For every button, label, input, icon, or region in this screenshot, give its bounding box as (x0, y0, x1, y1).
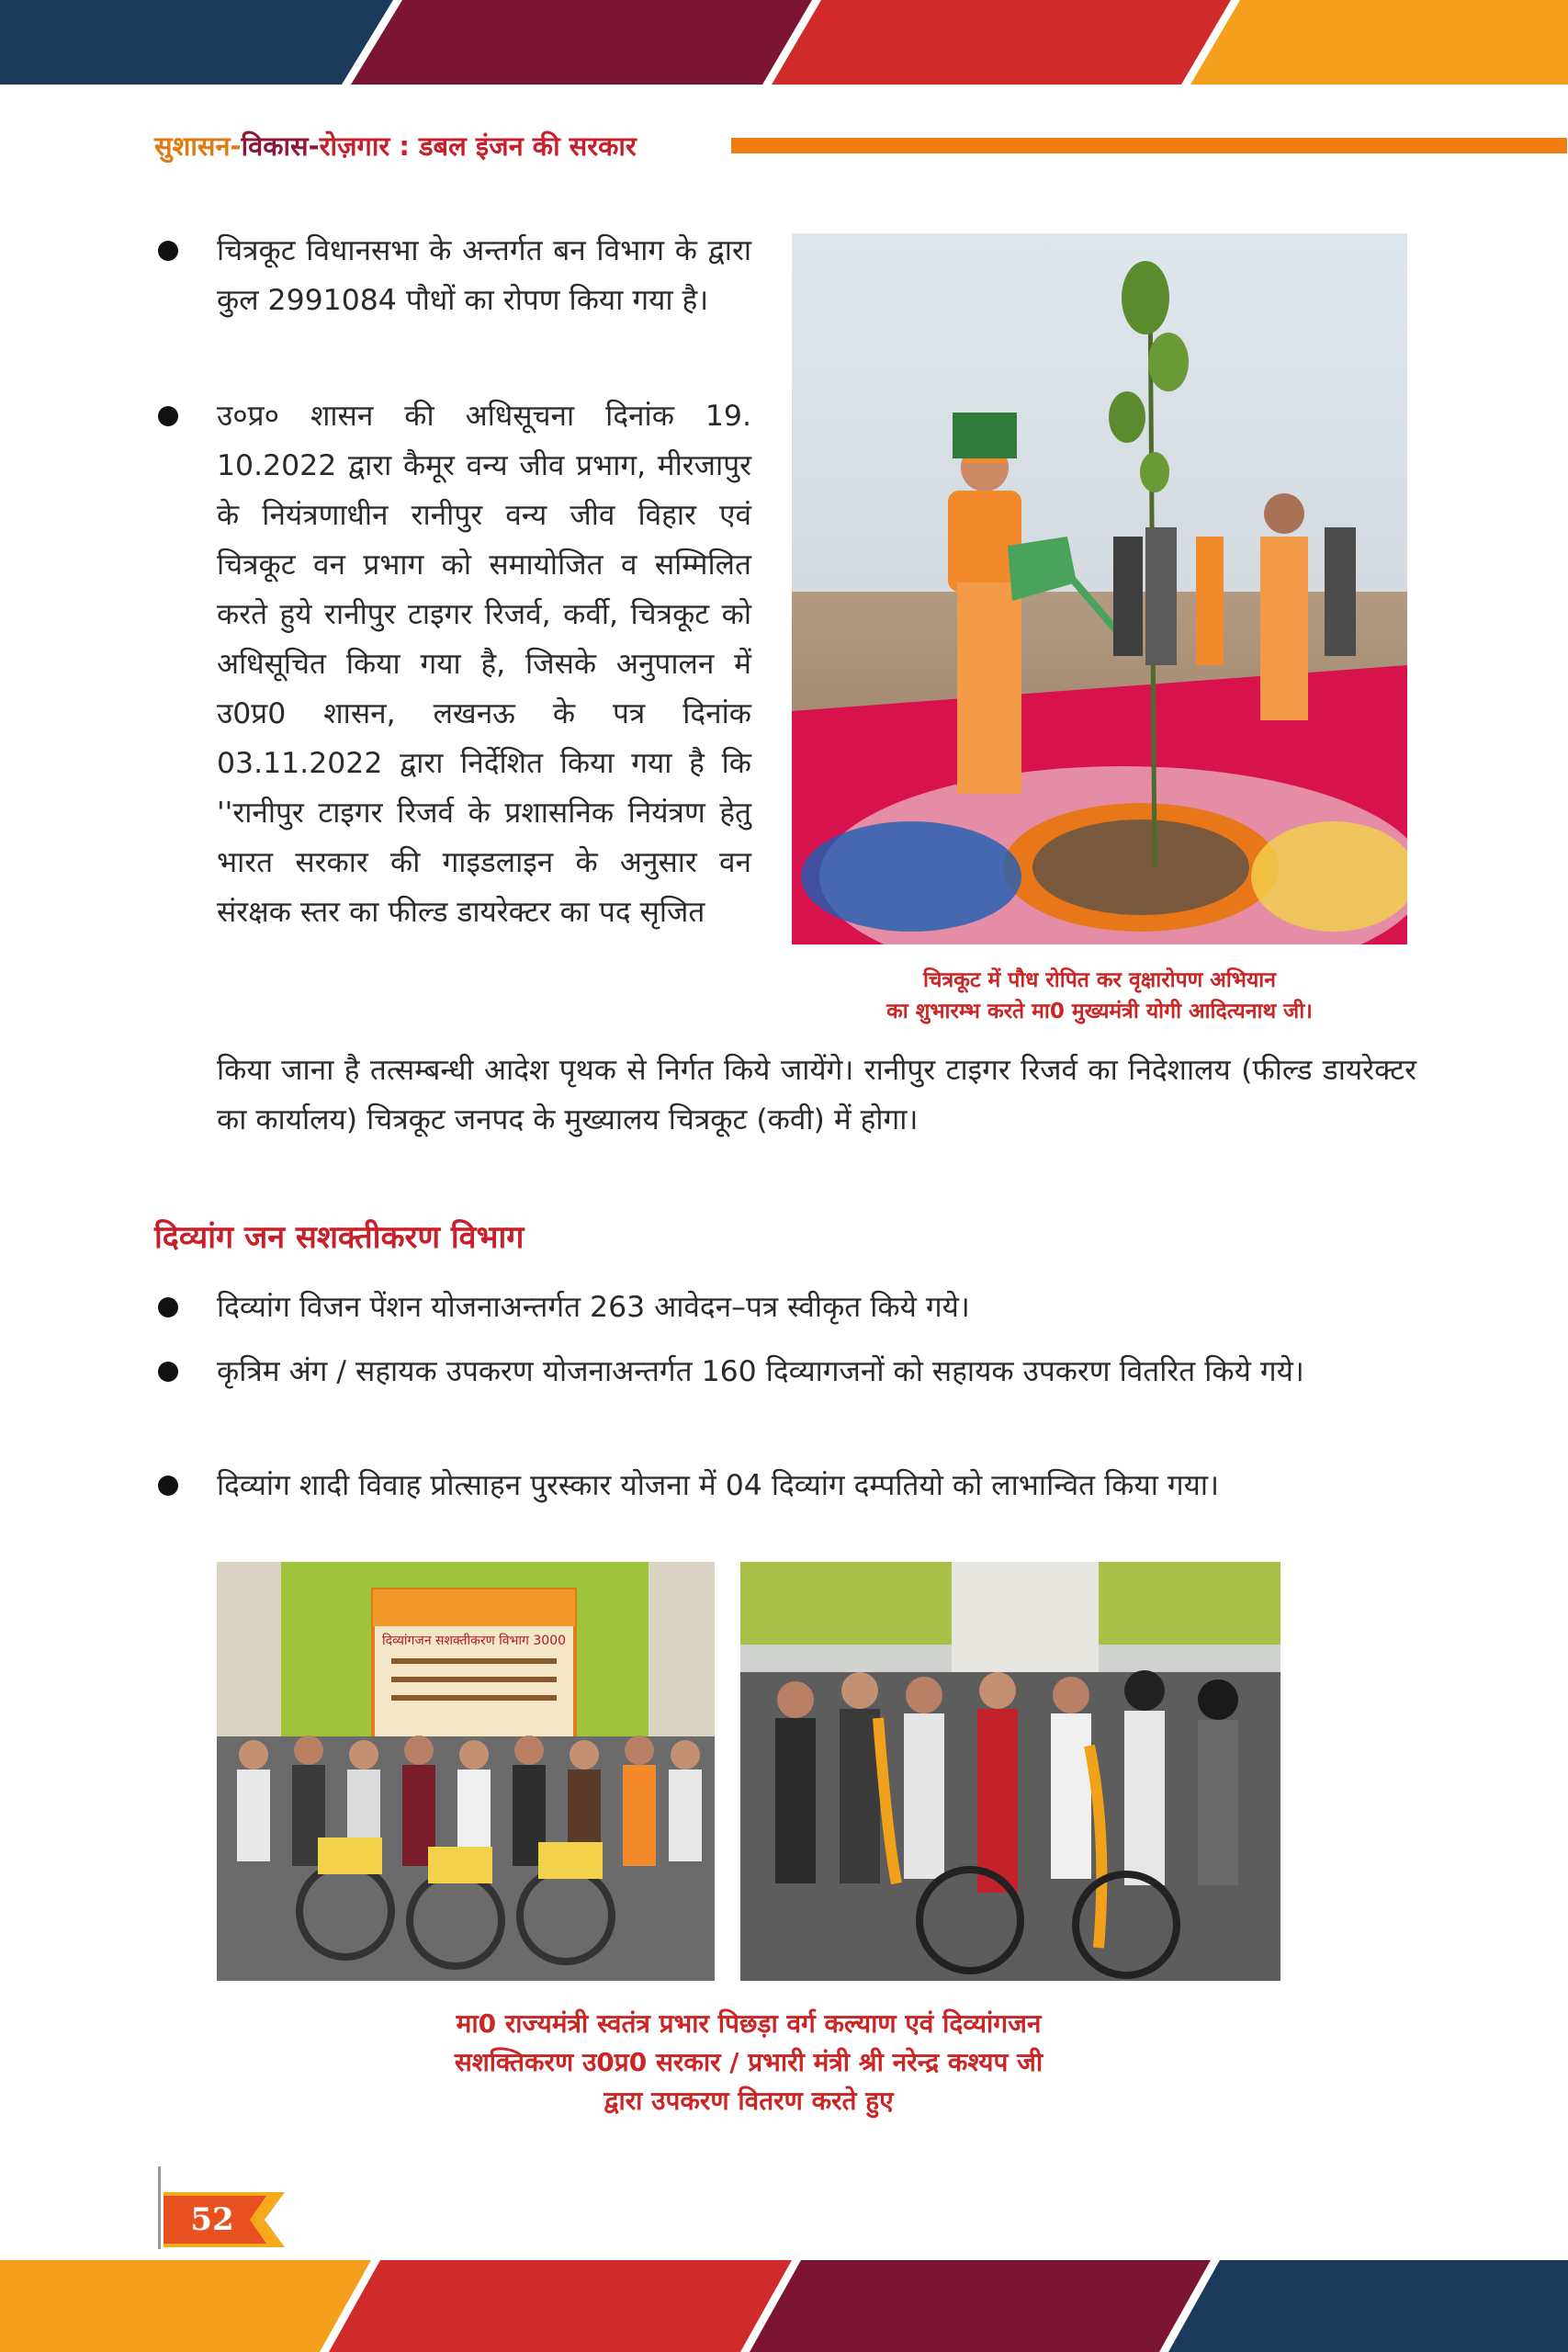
forest-bullet-1: चित्रकूट विधानसभा के अन्तर्गत बन विभाग के द्वारा कुल 2991084 पौधों का रोपण किया गया है। (217, 234, 751, 317)
bullet-dot (158, 1362, 178, 1382)
distribution-photo-caption (217, 2005, 1280, 2120)
plantation-photo-caption (792, 965, 1407, 1027)
distribution-photo-left (217, 1562, 715, 1981)
banner-text: दिव्यांगजन सशक्तीकरण विभाग 3000 (381, 1634, 567, 1648)
header-title-part3: रोज़गार : डबल इंजन की सरकार (319, 130, 637, 162)
distribution-photo-right (740, 1562, 1280, 1981)
forest-bullet-2-part2: किया जाना है तत्सम्बन्धी आदेश पृथक से निर्गत किये जायेंगे। रानीपुर टाइगर रिजर्व का निदेशालय (फील्ड डायरेक्टर का कार्यालय) चित्रकूट जनपद के मुख्यालय चित्रकूट (कवी) में होगा। (217, 1054, 1416, 1136)
divyang-bullet-1: दिव्यांग विजन पेंशन योजनाअन्तर्गत 263 आवेदन–पत्र स्वीकृत किये गये। (217, 1291, 970, 1324)
bullet-dot (158, 241, 178, 261)
bullet-dot (158, 1297, 178, 1317)
page-header (154, 127, 1413, 165)
top-band-graphic (0, 0, 1568, 85)
distribution-photo-right-graphic (740, 1562, 1280, 1981)
divyang-bullet-2: कृत्रिम अंग / सहायक उपकरण योजनाअन्तर्गत 160 दिव्यागजनों को सहायक उपकरण वितरित किये गये। (217, 1355, 1304, 1388)
bullet-dot (158, 1476, 178, 1496)
bullet-dot (158, 406, 178, 426)
plantation-caption-line-1: चित्रकूट में पौध रोपित कर वृक्षारोपण अभियान (922, 968, 1277, 992)
header-rule (731, 138, 1567, 153)
bottom-band-graphic (0, 2260, 1568, 2352)
distribution-caption-line-1: मा0 राज्यमंत्री स्वतंत्र प्रभार पिछड़ा वर्ग कल्याण एवं दिव्यांगजन (456, 2008, 1042, 2039)
bottom-decorative-band (0, 2260, 1568, 2352)
distribution-caption-line-3: द्वारा उपकरण वितरण करते हुए (604, 2086, 894, 2116)
header-title (154, 127, 637, 165)
header-title-part2: विकास- (241, 130, 320, 162)
distribution-photo-left-graphic (217, 1562, 715, 1981)
plantation-photo (792, 233, 1407, 944)
forest-bullet-2-part1: उ०प्र० शासन की अधिसूचना दिनांक 19. 10.2022 द्वारा कैमूर वन्य जीव प्रभाग, मीरजापुर के नियंत्रणाधीन रानीपुर वन्य जीव विहार एवं चित्रकूट वन प्रभाग को समायोजित व सम्मिलित करते हुये रानीपुर टाइगर रिजर्व, कर्वी, चित्रकूट को अधिसूचित किया गया है, जिसके अनुपालन में उ0प्र0 शासन, लखनऊ के पत्र दिनांक 03.11.2022 द्वारा निर्देशित किया गया है कि ''रानीपुर टाइगर रिजर्व के प्रशासनिक नियंत्रण हेतु भारत सरकार की गाइडलाइन के अनुसार वन संरक्षक स्तर का फील्ड डायरेक्टर का पद सृजित (217, 400, 751, 929)
page-number: 52 (190, 2201, 234, 2238)
header-title-part1: सुशासन- (154, 130, 242, 162)
plantation-caption-line-2: का शुभारम्भ करते मा0 मुख्यमंत्री योगी आदित्यनाथ जी। (886, 1000, 1313, 1023)
section-heading: दिव्यांग जन सशक्तीकरण विभाग (154, 1219, 525, 1256)
top-decorative-band (0, 0, 1568, 85)
plantation-photo-graphic (792, 233, 1407, 944)
divyang-bullet-3: दिव्यांग शादी विवाह प्रोत्साहन पुरस्कार योजना में 04 दिव्यांग दम्पतियो को लाभान्वित किया गया। (217, 1469, 1220, 1502)
distribution-caption-line-2: सशक्तिकरण उ0प्र0 सरकार / प्रभारी मंत्री श्री नरेन्द्र कश्यप जी (454, 2047, 1043, 2077)
